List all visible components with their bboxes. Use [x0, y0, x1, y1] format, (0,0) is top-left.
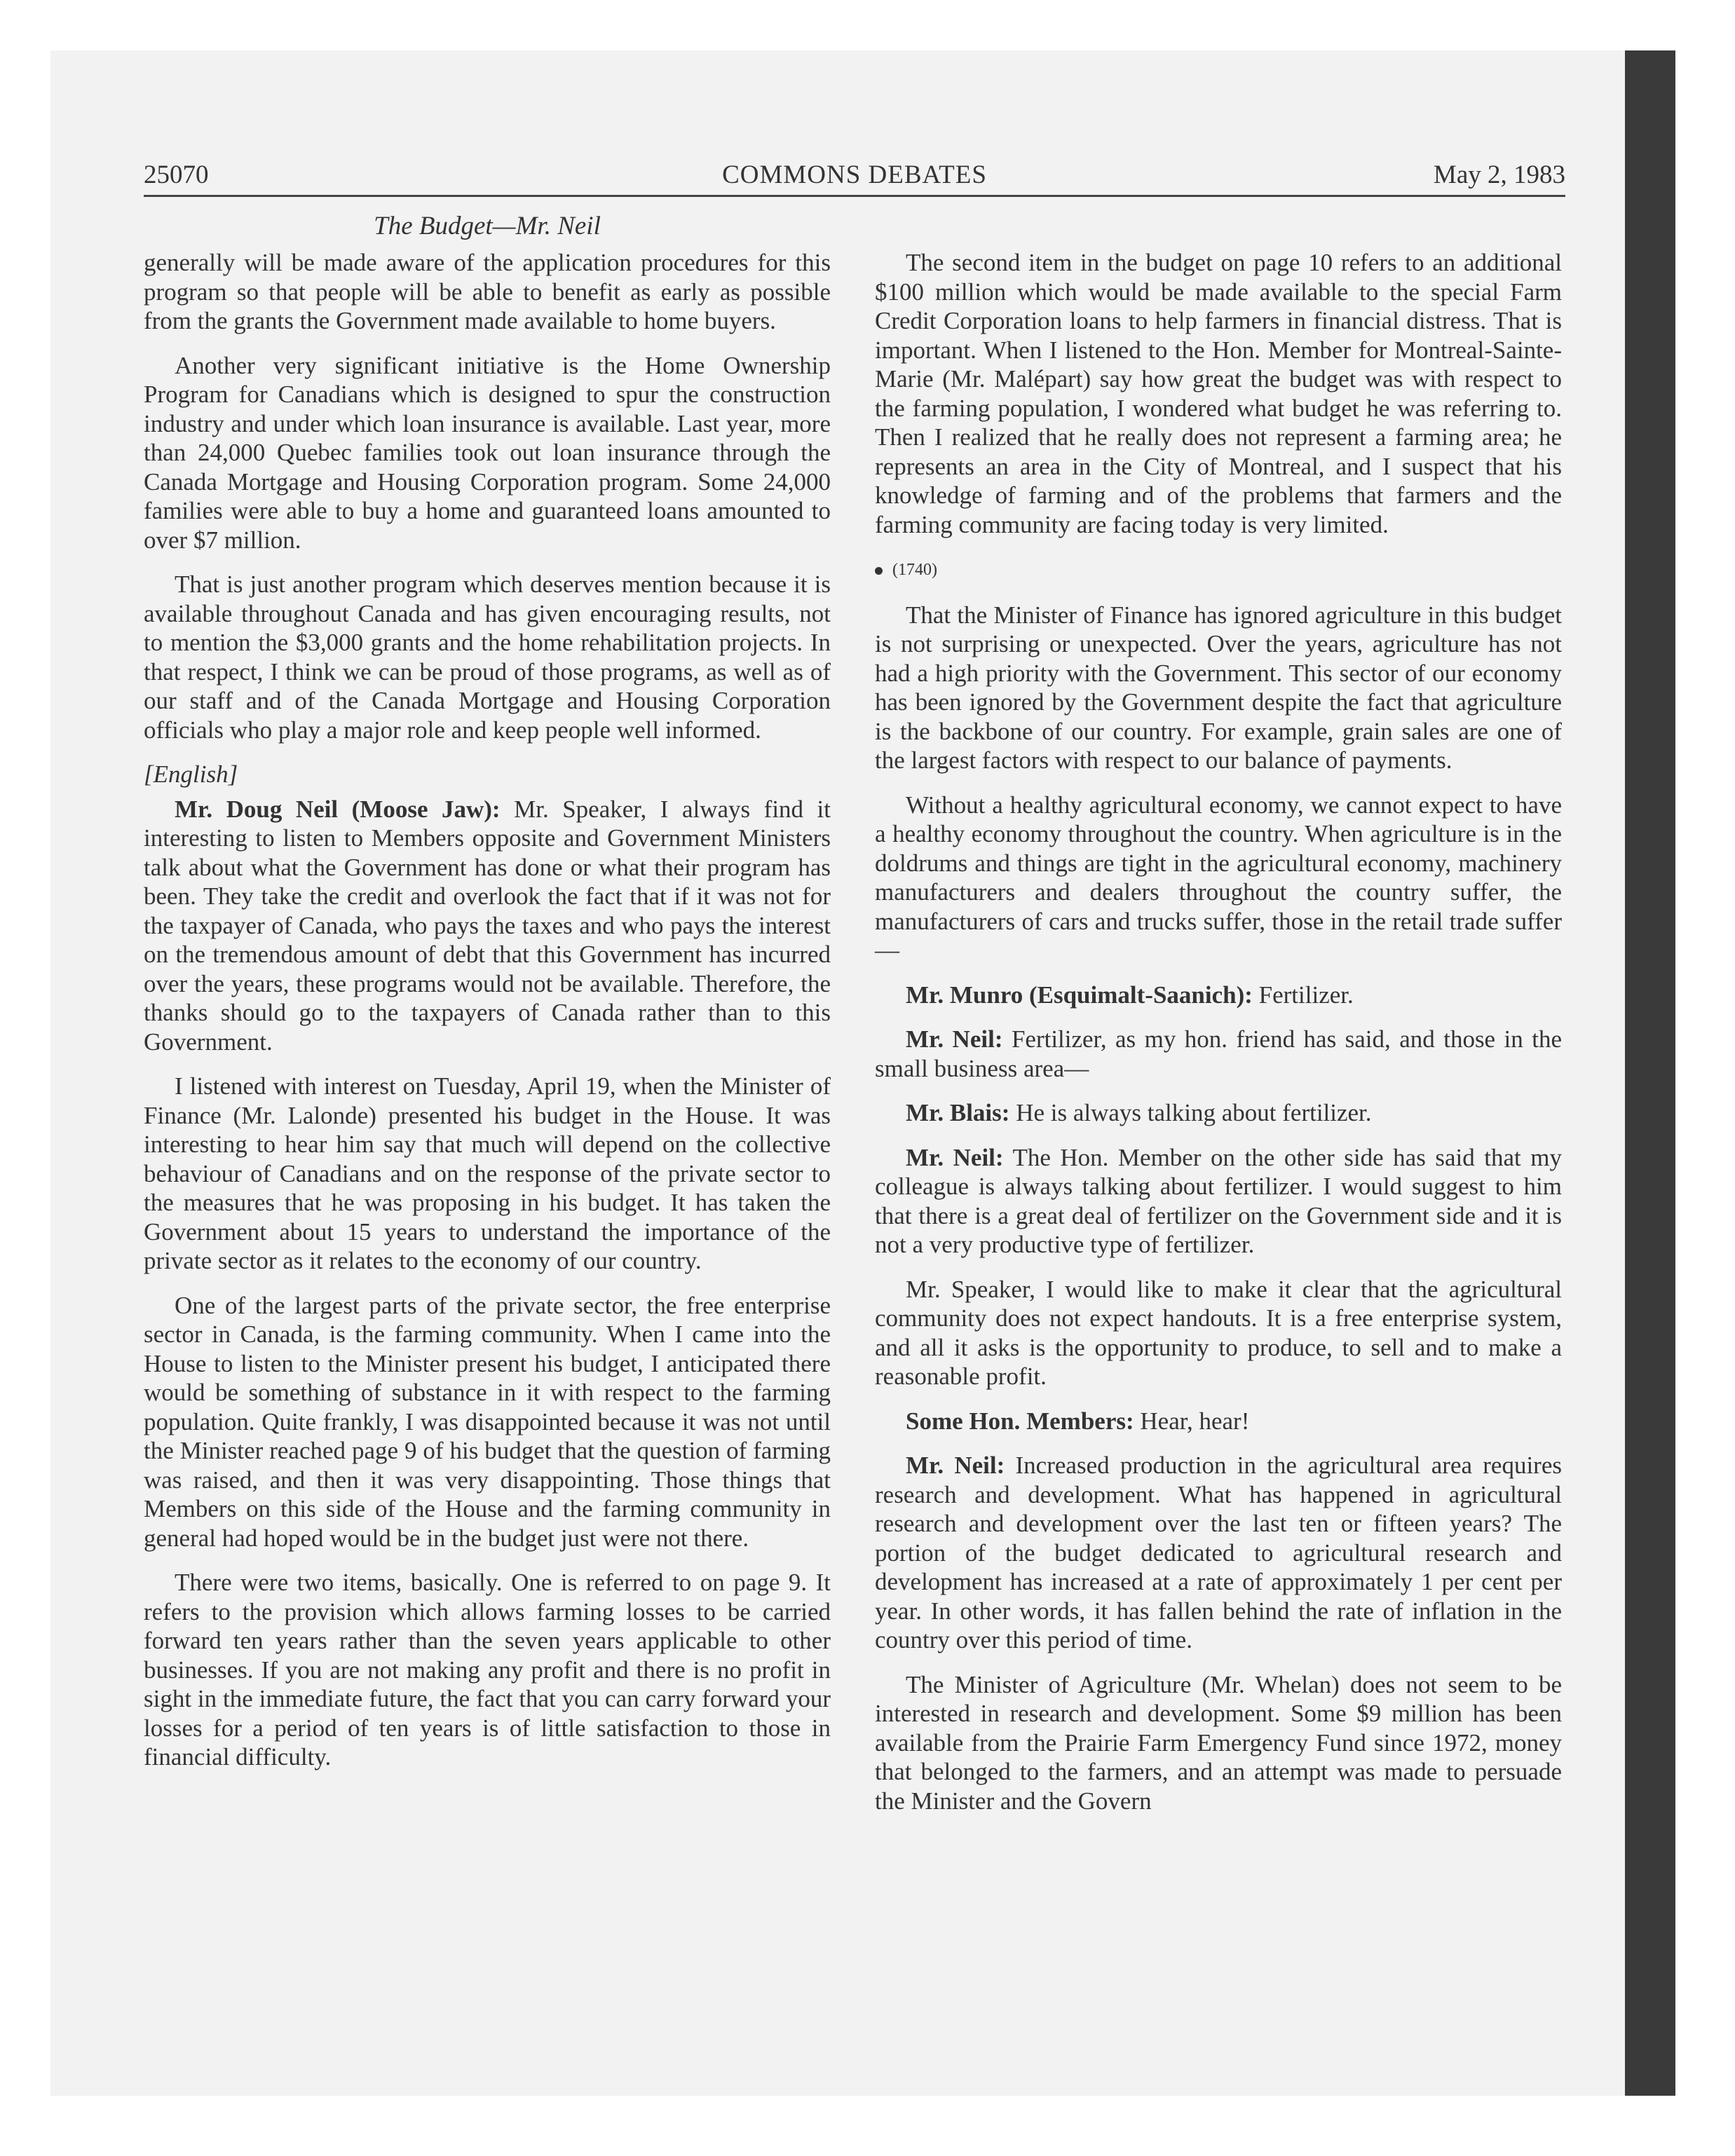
- paragraph: I listened with interest on Tuesday, April 19, when the Minister of Finance (Mr. Lalonde) presented his budget in the House. It was interesting to hear him say that much will depend on the collective behaviour of Canadians and on the response of the private sector to the measures that he was proposing in his budget. It has taken the Government about 15 years to understand the importance of the private sector as it relates to the economy of our country.: [144, 1072, 831, 1274]
- speech-text: The Hon. Member on the other side has said that my colleague is always talking about fertilizer. I would suggest to him that there is a great deal of fertilizer on the Government side and it is not a very productive type of fertilizer.: [875, 1143, 1562, 1258]
- paragraph: One of the largest parts of the private sector, the free enterprise sector in Canada, is the farming community. When I came into the House to listen to the Minister present his budget, I anticipated there would be something of substance in it with respect to the farming population. Quite frankly, I was disappointed because it was not until the Minister reached page 9 of his budget that the question of farming was raised, and then it was very disappointing. Those things that Members on this side of the House and the farming community in general had hoped would be in the budget just were not there.: [144, 1291, 831, 1552]
- speech-text: He is always talking about fertilizer.: [1009, 1099, 1372, 1126]
- speech-paragraph: [875, 1025, 1562, 1083]
- speaker-name: Some Hon. Members:: [906, 1407, 1134, 1435]
- time-marker-text: (1740): [892, 561, 937, 579]
- paragraph: The Minister of Agriculture (Mr. Whelan) does not seem to be interested in research and development. Some $9 million has been available from the Prairie Farm Emergency Fund since 1972, money that belonged to the farmers, and an attempt was made to persuade the Minister and the Govern: [875, 1670, 1562, 1815]
- page-date: May 2, 1983: [1433, 161, 1565, 189]
- running-title: The Budget—Mr. Neil: [374, 212, 601, 240]
- page-header: [144, 158, 1565, 197]
- speech-text: Mr. Speaker, I always find it interesting to listen to Members opposite and Government Ministers talk about what the Government has done or what their program has been. They take the credit and overlook the fact that if it was not for the taxpayer of Canada, who pays the taxes and who pays the interest on the tremendous amount of debt that this Government has incurred over the years, these programs would not be available. Therefore, the thanks should go to the taxpayers of Canada rather than to this Government.: [144, 795, 831, 1056]
- bullet-icon: [875, 567, 883, 575]
- right-column: [875, 248, 1562, 1831]
- publication-title: COMMONS DEBATES: [722, 161, 987, 189]
- paragraph: There were two items, basically. One is referred to on page 9. It refers to the provision which allows farming losses to be carried forward ten years rather than the seven years applicable to other businesses. If you are not making any profit and there is no profit in sight in the immediate future, the fact that you can carry forward your losses for a period of ten years is of little satisfaction to those in financial difficulty.: [144, 1569, 831, 1770]
- speaker-name: Mr. Neil:: [906, 1452, 1005, 1479]
- speaker-name: Mr. Neil:: [906, 1143, 1004, 1171]
- speaker-name: Mr. Doug Neil (Moose Jaw):: [175, 795, 501, 823]
- scan-edge-shadow: [1625, 50, 1675, 2096]
- paragraph: The second item in the budget on page 10 refers to an additional $100 million which would be made available to the special Farm Credit Corporation loans to help farmers in financial distress. That is important. When I listened to the Hon. Member for Montreal-Sainte-Marie (Mr. Malépart) say how great the budget was with respect to the farming population, I wondered what budget he was referring to. Then I realized that he really does not represent a farming area; he represents an area in the City of Montreal, and I suspect that his knowledge of farming and of the problems that farmers and the farming community are facing today is very limited.: [875, 249, 1562, 538]
- speaker-name: Mr. Blais:: [906, 1099, 1010, 1126]
- paragraph: generally will be made aware of the application procedures for this program so that people will be able to benefit as early as possible from the grants the Government made available to home buyers.: [144, 249, 831, 334]
- speech-paragraph: [875, 1098, 1562, 1128]
- speaker-name: Mr. Neil:: [906, 1025, 1003, 1053]
- paragraph: That the Minister of Finance has ignored agriculture in this budget is not surprising or unexpected. Over the years, agriculture has not had a high priority with the Government. This sector of our economy has been ignored by the Government despite the fact that agriculture is the backbone of our country. For example, grain sales are one of the largest factors with respect to our balance of payments.: [875, 601, 1562, 774]
- paragraph: Without a healthy agricultural economy, we cannot expect to have a healthy economy throughout the country. When agriculture is in the doldrums and things are tight in the agricultural economy, machinery manufacturers and dealers throughout the country suffer, the manufacturers of cars and trucks suffer, those in the retail trade suffer—: [875, 791, 1562, 964]
- speech-paragraph: [875, 1407, 1562, 1436]
- language-tag: [English]: [144, 760, 238, 788]
- time-marker: [875, 556, 1562, 585]
- paragraph: Another very significant initiative is the Home Ownership Program for Canadians which is designed to spur the construction industry and under which loan insurance is available. Last year, more than 24,000 Quebec families took out loan insurance through the Canada Mortgage and Housing Corporation program. Some 24,000 families were able to buy a home and guaranteed loans amounted to over $7 million.: [144, 351, 831, 554]
- speech-paragraph: [875, 1143, 1562, 1260]
- speech-paragraph: [875, 1451, 1562, 1655]
- paragraph: That is just another program which deserves mention because it is available throughout Canada and has given encouraging results, not to mention the $3,000 grants and the home rehabilitation projects. In that respect, I think we can be proud of those programs, as well as of our staff and of the Canada Mortgage and Housing Corporation officials who play a major role and keep people well informed.: [144, 571, 831, 744]
- paragraph: Mr. Speaker, I would like to make it clear that the agricultural community does not expect handouts. It is a free enterprise system, and all it asks is the opportunity to produce, to sell and to make a reasonable profit.: [875, 1275, 1562, 1390]
- speech-paragraph: [144, 795, 831, 1057]
- left-column: [144, 248, 831, 1787]
- speech-paragraph: [875, 981, 1562, 1010]
- speech-text: Increased production in the agricultural area requires research and development. What has happened in agricultural research and development over the last ten or fifteen years? The portion of the budget dedicated to agricultural research and development has increased at a rate of approximately 1 per cent per year. In other words, it has fallen behind the rate of inflation in the country over this period of time.: [875, 1452, 1562, 1653]
- speech-text: Fertilizer, as my hon. friend has said, and those in the small business area—: [875, 1025, 1562, 1082]
- speaker-name: Mr. Munro (Esquimalt-Saanich):: [906, 981, 1253, 1009]
- speech-text: Fertilizer.: [1252, 981, 1354, 1009]
- speech-text: Hear, hear!: [1134, 1407, 1250, 1435]
- page-number: 25070: [144, 161, 209, 189]
